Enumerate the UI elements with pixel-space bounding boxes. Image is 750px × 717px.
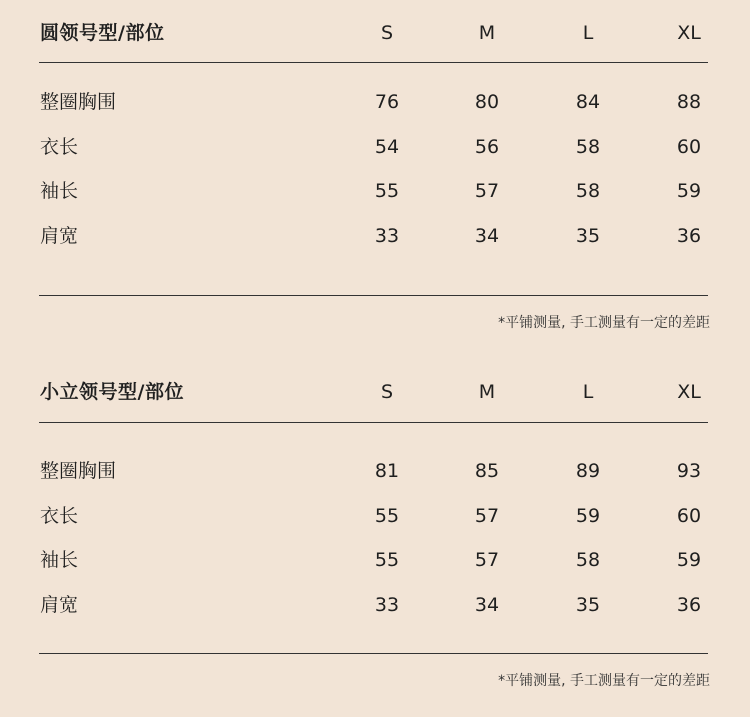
row-value: 55 <box>374 549 400 571</box>
row-value: 59 <box>676 180 702 202</box>
size-label-l: L <box>582 22 594 44</box>
row-label: 袖长 <box>40 180 79 202</box>
table-row <box>40 545 710 575</box>
table-title: 小立领号型/部位 <box>40 381 184 403</box>
row-value: 93 <box>676 460 702 482</box>
row-label: 衣长 <box>40 136 79 158</box>
size-label-s: S <box>380 22 394 44</box>
row-value: 57 <box>474 505 500 527</box>
size-label-m: M <box>478 22 496 44</box>
row-value: 59 <box>575 505 601 527</box>
table-row <box>40 221 710 251</box>
row-value: 54 <box>374 136 400 158</box>
row-value: 57 <box>474 549 500 571</box>
row-value: 85 <box>474 460 500 482</box>
table-bottom-divider <box>39 653 708 654</box>
row-value: 57 <box>474 180 500 202</box>
row-value: 89 <box>575 460 601 482</box>
row-value: 56 <box>474 136 500 158</box>
size-label-l: L <box>582 381 594 403</box>
row-value: 35 <box>575 225 601 247</box>
table-title: 圆领号型/部位 <box>40 22 165 44</box>
table-row <box>40 456 710 486</box>
table-row <box>40 590 710 620</box>
size-label-m: M <box>478 381 496 403</box>
size-label-xl: XL <box>677 381 701 403</box>
size-table-1-header <box>40 18 710 48</box>
row-label: 整圈胸围 <box>40 91 117 113</box>
row-value: 84 <box>575 91 601 113</box>
table-bottom-divider <box>39 295 708 296</box>
header-divider <box>39 422 708 423</box>
row-value: 36 <box>676 594 702 616</box>
row-value: 33 <box>374 225 400 247</box>
row-value: 59 <box>676 549 702 571</box>
row-value: 34 <box>474 594 500 616</box>
size-label-xl: XL <box>677 22 701 44</box>
row-value: 33 <box>374 594 400 616</box>
row-value: 60 <box>676 136 702 158</box>
row-value: 55 <box>374 505 400 527</box>
size-label-s: S <box>380 381 394 403</box>
row-value: 58 <box>575 180 601 202</box>
size-table-2-header <box>40 377 710 407</box>
row-value: 55 <box>374 180 400 202</box>
row-value: 34 <box>474 225 500 247</box>
row-value: 58 <box>575 136 601 158</box>
header-divider <box>39 62 708 63</box>
row-label: 整圈胸围 <box>40 460 117 482</box>
row-label: 肩宽 <box>40 225 79 247</box>
table-row <box>40 132 710 162</box>
row-label: 袖长 <box>40 549 79 571</box>
row-value: 60 <box>676 505 702 527</box>
table-row <box>40 176 710 206</box>
table-row <box>40 501 710 531</box>
row-label: 肩宽 <box>40 594 79 616</box>
row-value: 81 <box>374 460 400 482</box>
table-row <box>40 87 710 117</box>
row-value: 76 <box>374 91 400 113</box>
row-label: 衣长 <box>40 505 79 527</box>
row-value: 35 <box>575 594 601 616</box>
row-value: 36 <box>676 225 702 247</box>
row-value: 80 <box>474 91 500 113</box>
row-value: 58 <box>575 549 601 571</box>
row-value: 88 <box>676 91 702 113</box>
measurement-note: *平铺测量, 手工测量有一定的差距 <box>498 315 710 331</box>
measurement-note: *平铺测量, 手工测量有一定的差距 <box>498 673 710 689</box>
